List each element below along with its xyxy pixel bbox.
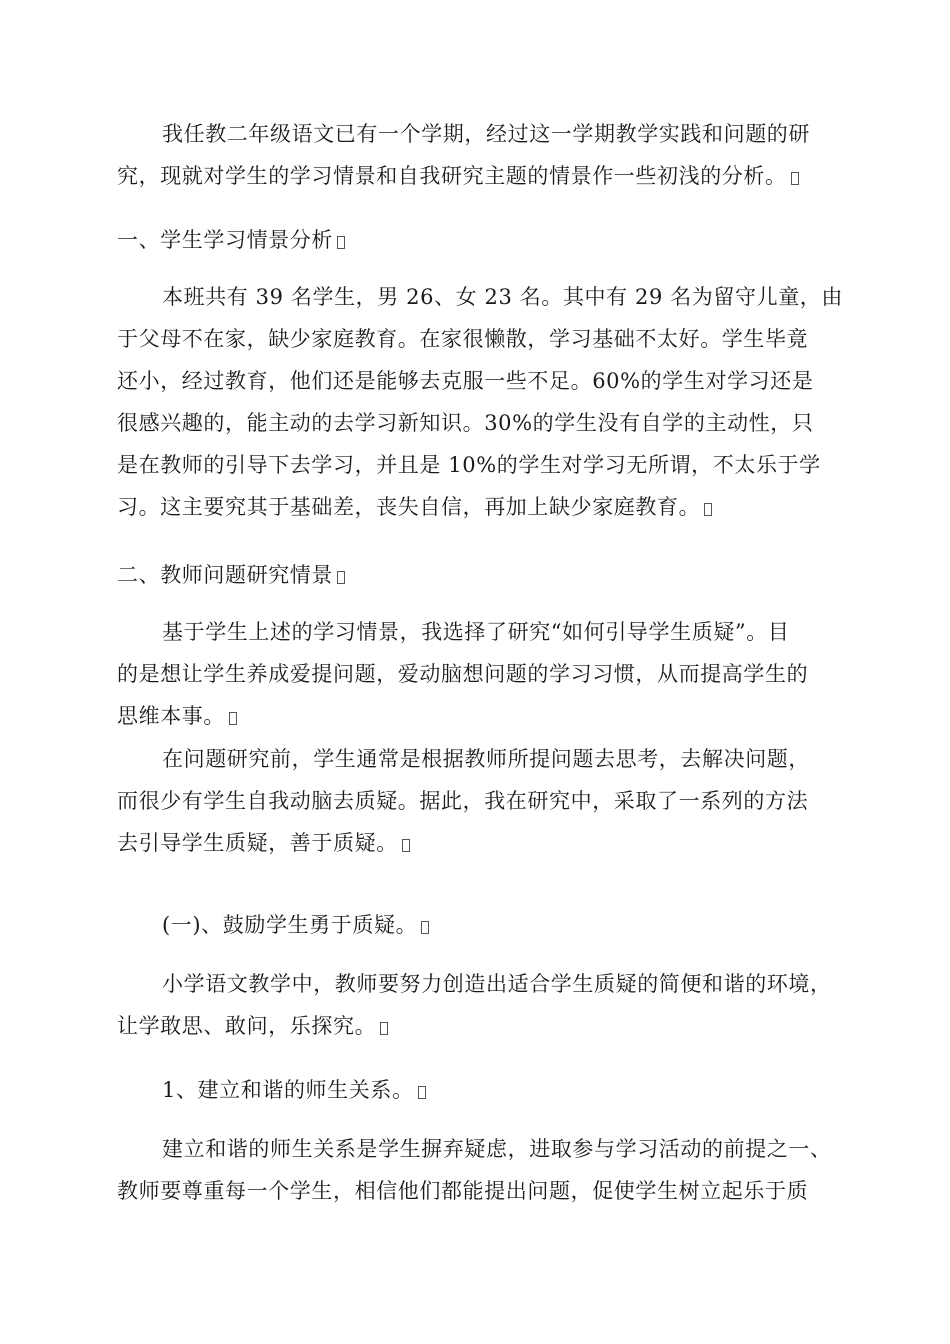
- paragraph-mark-icon: [229, 712, 237, 725]
- text-line: 建立和谐的师生关系是学生摒弃疑虑，进取参与学习活动的前提之一、: [162, 1137, 832, 1161]
- text-line: 1、建立和谐的师生关系。: [117, 1069, 857, 1111]
- paragraph-mark-icon: [791, 172, 799, 185]
- section-heading-2: [117, 554, 857, 596]
- text-line: 的是想让学生养成爱提问题，爱动脑想问题的学习习惯，从而提高学生的: [117, 662, 809, 686]
- intro-paragraph: [117, 113, 857, 197]
- text-line: 教师要尊重每一个学生，相信他们都能提出问题，促使学生树立起乐于质: [117, 1179, 809, 1203]
- text-line: 让学敢思、敢问，乐探究。: [117, 1005, 857, 1047]
- text-line: 基于学生上述的学习情景，我选择了研究“如何引导学生质疑”。目: [162, 620, 790, 644]
- text-line: 本班共有 39 名学生，男 26、女 23 名。其中有 29 名为留守儿童，由: [162, 285, 844, 309]
- paragraph-mark-icon: [337, 571, 345, 584]
- text-line: 去引导学生质疑，善于质疑。: [117, 822, 857, 864]
- text-line: 一、学生学习情景分析: [117, 219, 857, 261]
- class-analysis-paragraph: [117, 276, 857, 528]
- paragraph-mark-icon: [337, 236, 345, 249]
- section-heading-1: [117, 219, 857, 261]
- paragraph-mark-icon: [421, 921, 429, 934]
- text-line: 很感兴趣的，能主动的去学习新知识。30%的学生没有自学的主动性，只: [117, 411, 814, 435]
- environment-paragraph: [117, 963, 857, 1047]
- text-line: 在问题研究前，学生通常是根据教师所提问题去思考，去解决问题，: [162, 747, 810, 771]
- text-line: 是在教师的引导下去学习，并且是 10%的学生对学习无所谓，不太乐于学: [117, 453, 821, 477]
- relationship-paragraph: [117, 1128, 857, 1212]
- text-line: 思维本事。: [117, 695, 857, 737]
- text-line: 于父母不在家，缺少家庭教育。在家很懒散，学习基础不太好。学生毕竟: [117, 327, 809, 351]
- text-line: 而很少有学生自我动脑去质疑。据此，我在研究中，采取了一系列的方法: [117, 789, 809, 813]
- text-line: 二、教师问题研究情景: [117, 554, 857, 596]
- subheading-encourage: [117, 904, 857, 946]
- before-research-paragraph: [117, 738, 857, 864]
- text-line: 我任教二年级语文已有一个学期，经过这一学期教学实践和问题的研: [162, 122, 810, 146]
- text-line: (一)、鼓励学生勇于质疑。: [117, 904, 857, 946]
- paragraph-mark-icon: [402, 839, 410, 852]
- text-line: 究，现就对学生的学习情景和自我研究主题的情景作一些初浅的分析。: [117, 155, 857, 197]
- text-line: 习。这主要究其于基础差，丧失自信，再加上缺少家庭教育。: [117, 486, 857, 528]
- text-line: 还小，经过教育，他们还是能够去克服一些不足。60%的学生对学习还是: [117, 369, 814, 393]
- paragraph-mark-icon: [418, 1086, 426, 1099]
- paragraph-mark-icon: [380, 1022, 388, 1035]
- text-line: 小学语文教学中，教师要努力创造出适合学生质疑的简便和谐的环境，: [162, 972, 832, 996]
- subheading-relationship: [117, 1069, 857, 1111]
- paragraph-mark-icon: [704, 503, 712, 516]
- research-topic-paragraph: [117, 611, 857, 737]
